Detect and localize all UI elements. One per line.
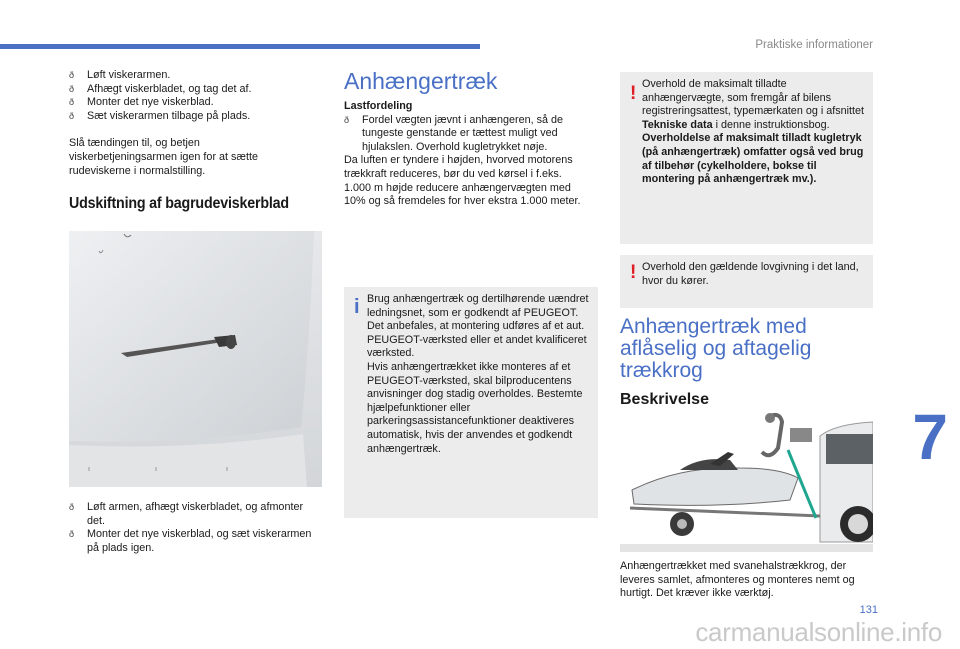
warning-box-legislation [620, 255, 873, 308]
warning-text [642, 78, 866, 187]
list-item: ð Monter det nye viskerblad. [69, 96, 329, 110]
warning-paragraph: i denne instruktionsbog. [715, 118, 830, 131]
warning-bold-paragraph: Overholdelse af maksimalt tilladt kugletryk (på anhængertræk) omfatter også ved brug af tilbehør (cykelholdere, bokse til montering på anhængertræk mv.). [642, 132, 864, 186]
list-item: ð Løft armen, afhægt viskerbladet, og afmonter det. [69, 501, 319, 528]
load-distribution-heading: Lastfordeling [344, 100, 413, 112]
warning-text: Overhold den gældende lovgivning i det land, hvor du kører. [642, 261, 859, 287]
reset-note: Slå tændingen til, og betjen viskerbetjeningsarmen igen for at sætte rudeviskerne i normalstilling. [69, 137, 259, 177]
description-heading: Beskrivelse [620, 391, 709, 408]
towbar-heading: Anhængertræk [344, 68, 498, 94]
watermark: carmanualsonline.info [695, 617, 942, 647]
page-number: 131 [859, 604, 878, 616]
towbar-illustration [620, 408, 873, 552]
info-paragraph: Hvis anhængertrækket ikke monteres af et PEUGEOT-værksted, skal bilproducentens anvisninger dog stadig overholdes. Bestemte hjælpefunktioner eller parkeringsassistancefunktioner deaktiveres automatisk, hvis der anvendes et godkendt anhængertræk. [367, 360, 583, 455]
middle-column [344, 68, 598, 209]
info-box [344, 287, 598, 518]
list-item: ð Fordel vægten jævnt i anhængeren, så de tungeste genstande er tættest muligt ved hjulakslen. Overhold kugletrykket nøje. [344, 114, 598, 155]
altitude-paragraph: Da luften er tyndere i højden, hvorved motorens trækkraft reduceres, bør du ved kørsel i f.eks. 1.000 m højde reducere anhængervægten med 10% og så fremdeles for hver ekstra 1.000 meter. [344, 154, 581, 208]
rear-wiper-heading: Udskiftning af bagrudeviskerblad [69, 195, 289, 213]
chapter-number: 7 [912, 401, 948, 473]
list-item: ð Sæt viskerarmen tilbage på plads. [69, 110, 329, 124]
list-item: ð Løft viskerarmen. [69, 69, 329, 83]
list-item: ð Afhægt viskerbladet, og tag det af. [69, 83, 329, 97]
towbar-caption: Anhængertrækket med svanehalstrækkrog, der leveres samlet, afmonteres og monteres nemt og hurtigt. Det kræver ikke værktøj. [620, 560, 855, 600]
info-paragraph: Brug anhængertræk og dertilhørende uændret ledningsnet, som er godkendt af PEUGEOT. Det anbefales, at montering udføres af et aut. PEUGEOT-værksted eller et andet kvalificeret værksted. [367, 293, 589, 360]
warning-paragraph: Overhold de maksimalt tilladte anhængervægte, som fremgår af bilens registreringsattest, typemærkaten og i afsnittet [642, 78, 865, 118]
info-icon: i [354, 296, 360, 318]
left-column-bottom [69, 501, 319, 555]
jetski-trailer-illustration [620, 408, 873, 552]
left-column [69, 69, 329, 211]
list-item: ð Monter det nye viskerblad, og sæt viskerarmen på plads igen. [69, 528, 319, 555]
rear-window-illustration [69, 231, 322, 487]
removable-towbar-heading: Anhængertræk med aflåselig og aftagelig trækkrog [620, 315, 812, 382]
wiper-steps-list [69, 69, 329, 123]
load-list [344, 114, 598, 155]
wiper-steps-list-2 [69, 501, 319, 555]
rear-wiper-photo [69, 231, 322, 487]
warning-box-weights [620, 72, 873, 244]
warning-icon: ! [630, 262, 637, 283]
tech-data-reference: Tekniske data [642, 118, 713, 131]
info-text [367, 293, 595, 456]
section-title: Praktiske informationer [755, 39, 873, 51]
warning-icon: ! [630, 83, 637, 104]
header-accent-bar [0, 44, 480, 49]
